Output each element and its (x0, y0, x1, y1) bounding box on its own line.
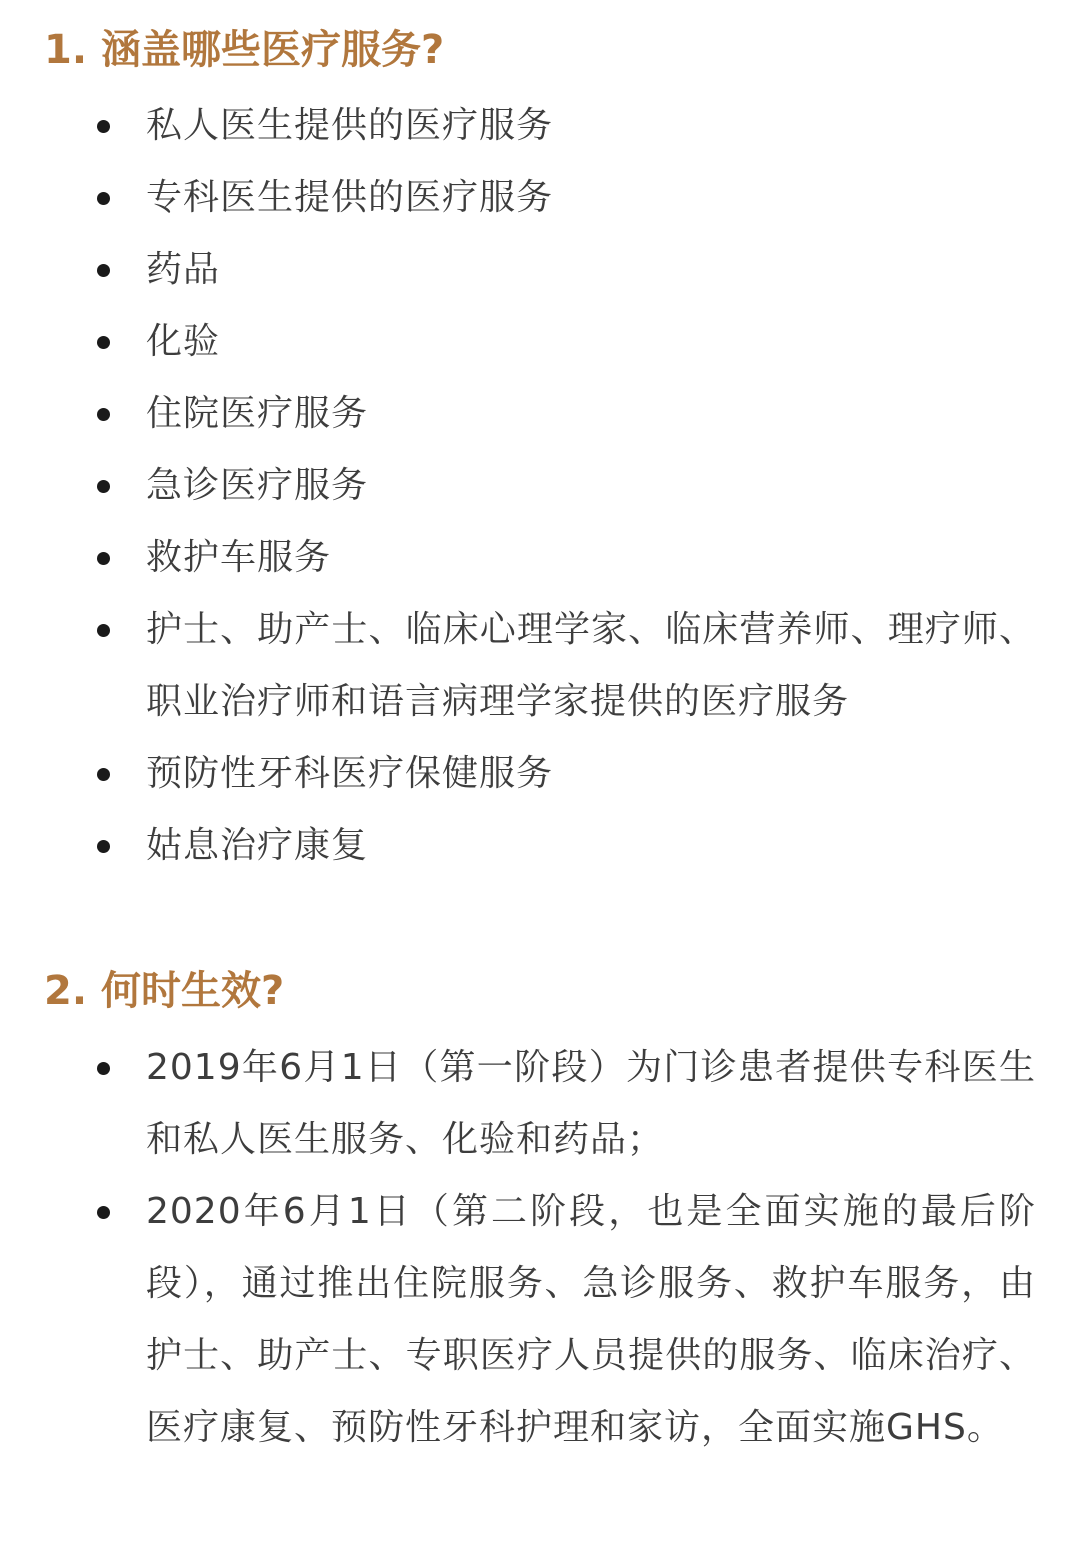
list-item (0, 450, 1080, 522)
bullet-icon (97, 768, 110, 781)
bullet-icon (97, 336, 110, 349)
list-item-text: 姑息治疗康复 (146, 825, 369, 866)
list-item (0, 234, 1080, 306)
list-item-text: 2020年6月1日（第二阶段，也是全面实施的最后阶段），通过推出住院服务、急诊服务、救护车服务，由护士、助产士、专职医疗人员提供的服务、临床治疗、医疗康复、预防性牙科护理和家访，全面实施GHS。 (146, 1191, 1036, 1448)
section-heading-effective-date: 2. 何时生效? (44, 968, 285, 1014)
list-item (0, 522, 1080, 594)
list-item-text: 救护车服务 (146, 537, 332, 578)
bullet-icon (97, 840, 110, 853)
bullet-icon (97, 192, 110, 205)
list-item-text: 2019年6月1日（第一阶段）为门诊患者提供专科医生和私人医生服务、化验和药品； (146, 1047, 1036, 1160)
effective-dates-list (0, 1032, 1080, 1464)
bullet-icon (97, 264, 110, 277)
list-item (0, 306, 1080, 378)
section-heading-services: 1. 涵盖哪些医疗服务? (44, 27, 445, 73)
covered-services-list (0, 90, 1080, 882)
list-item (0, 378, 1080, 450)
list-item-text: 专科医生提供的医疗服务 (146, 177, 554, 218)
list-item (0, 1176, 1080, 1464)
list-item (0, 594, 1080, 738)
list-item-text: 住院医疗服务 (146, 393, 369, 434)
bullet-icon (97, 1062, 110, 1075)
list-item-text: 急诊医疗服务 (146, 465, 369, 506)
list-item-text: 护士、助产士、临床心理学家、临床营养师、理疗师、职业治疗师和语言病理学家提供的医疗服务 (146, 609, 1036, 722)
bullet-icon (97, 480, 110, 493)
list-item (0, 90, 1080, 162)
list-item (0, 738, 1080, 810)
list-item (0, 1032, 1080, 1176)
bullet-icon (97, 552, 110, 565)
bullet-icon (97, 120, 110, 133)
list-item-text: 药品 (146, 249, 221, 290)
bullet-icon (97, 624, 110, 637)
list-item (0, 162, 1080, 234)
bullet-icon (97, 408, 110, 421)
bullet-icon (97, 1206, 110, 1219)
list-item (0, 810, 1080, 882)
list-item-text: 化验 (146, 321, 221, 362)
list-item-text: 私人医生提供的医疗服务 (146, 105, 554, 146)
list-item-text: 预防性牙科医疗保健服务 (146, 753, 554, 794)
